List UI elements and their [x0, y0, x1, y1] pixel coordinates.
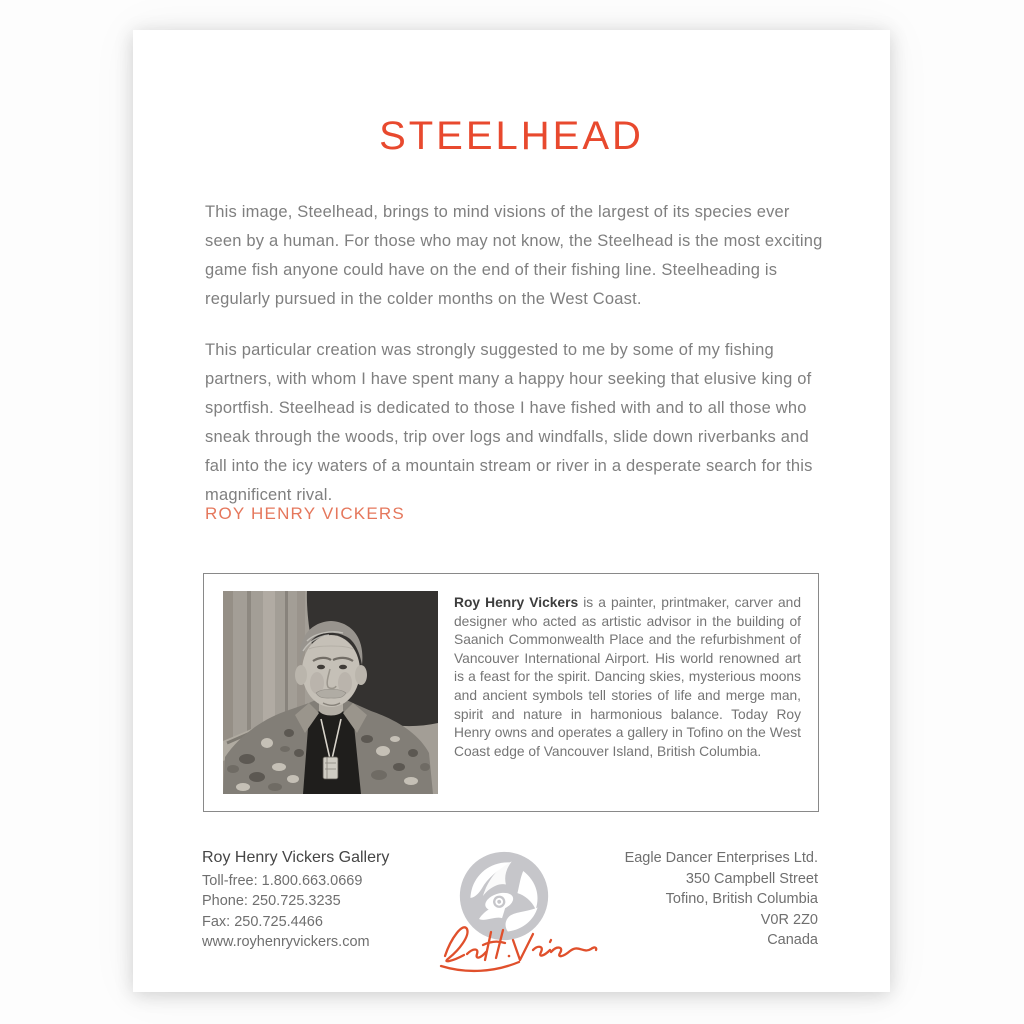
gallery-name: Roy Henry Vickers Gallery: [202, 849, 390, 866]
gallery-contact-block: [202, 848, 389, 953]
document-page: [133, 30, 890, 992]
artist-byline: ROY HENRY VICKERS: [205, 504, 405, 523]
artist-bio-body: is a painter, printmaker, carver and designer who acted as artistic advisor in the building of Saanich Commonwealth Place and the refurbishment of Vancouver International Airport. His world renowned art is a feast for the spirit. Dancing skies, mysterious moons and ancient symbols tell stories of life and merge man, spirit and nature in harmonious balance. Today Roy Henry owns and operates a gallery in Tofino on the West Coast edge of Vancouver Island, British Columbia.: [454, 595, 801, 759]
enterprise-street-line: 350 Campbell Street: [685, 870, 818, 887]
artist-photo: [223, 591, 438, 794]
paragraph-1: This image, Steelhead, brings to mind visions of the largest of its species ever seen by a human. For those who may not know, the Steelhead is the most exciting game fish anyone could have on the end of their fishing line. Steelheading is regularly pursued in the colder months on the West Coast.: [205, 203, 823, 308]
enterprise-postal-line: V0R 2Z0: [760, 911, 818, 928]
gallery-fax-line: Fax: 250.725.4466: [202, 913, 323, 930]
artist-portrait-illustration: [223, 591, 438, 794]
gallery-website-line: www.royhenryvickers.com: [202, 934, 370, 950]
enterprise-address-block: [625, 848, 818, 951]
enterprise-city-line: Tofino, British Columbia: [665, 891, 818, 907]
page-title: STEELHEAD: [379, 114, 644, 158]
artist-bio-name: Roy Henry Vickers: [454, 595, 579, 610]
artist-bio-text: [454, 594, 801, 761]
paragraph-2: This particular creation was strongly suggested to me by some of my fishing partners, with whom I have spent many a happy hour seeking that elusive king of sportfish. Steelhead is dedicated to those I have fished with and to all those who sneak through the woods, trip over logs and windfalls, slide down riverbanks and fall into the icy waters of a mountain stream or river in a desperate search for this magnificent rival.: [205, 341, 813, 504]
gallery-phone-line: Phone: 250.725.3235: [202, 893, 341, 909]
enterprise-country-line: Canada: [767, 932, 818, 948]
artist-signature: [431, 914, 601, 980]
artist-bio-box: [203, 573, 819, 812]
enterprise-name-line: Eagle Dancer Enterprises Ltd.: [624, 850, 818, 866]
gallery-tollfree-line: Toll-free: 1.800.663.0669: [202, 872, 363, 889]
